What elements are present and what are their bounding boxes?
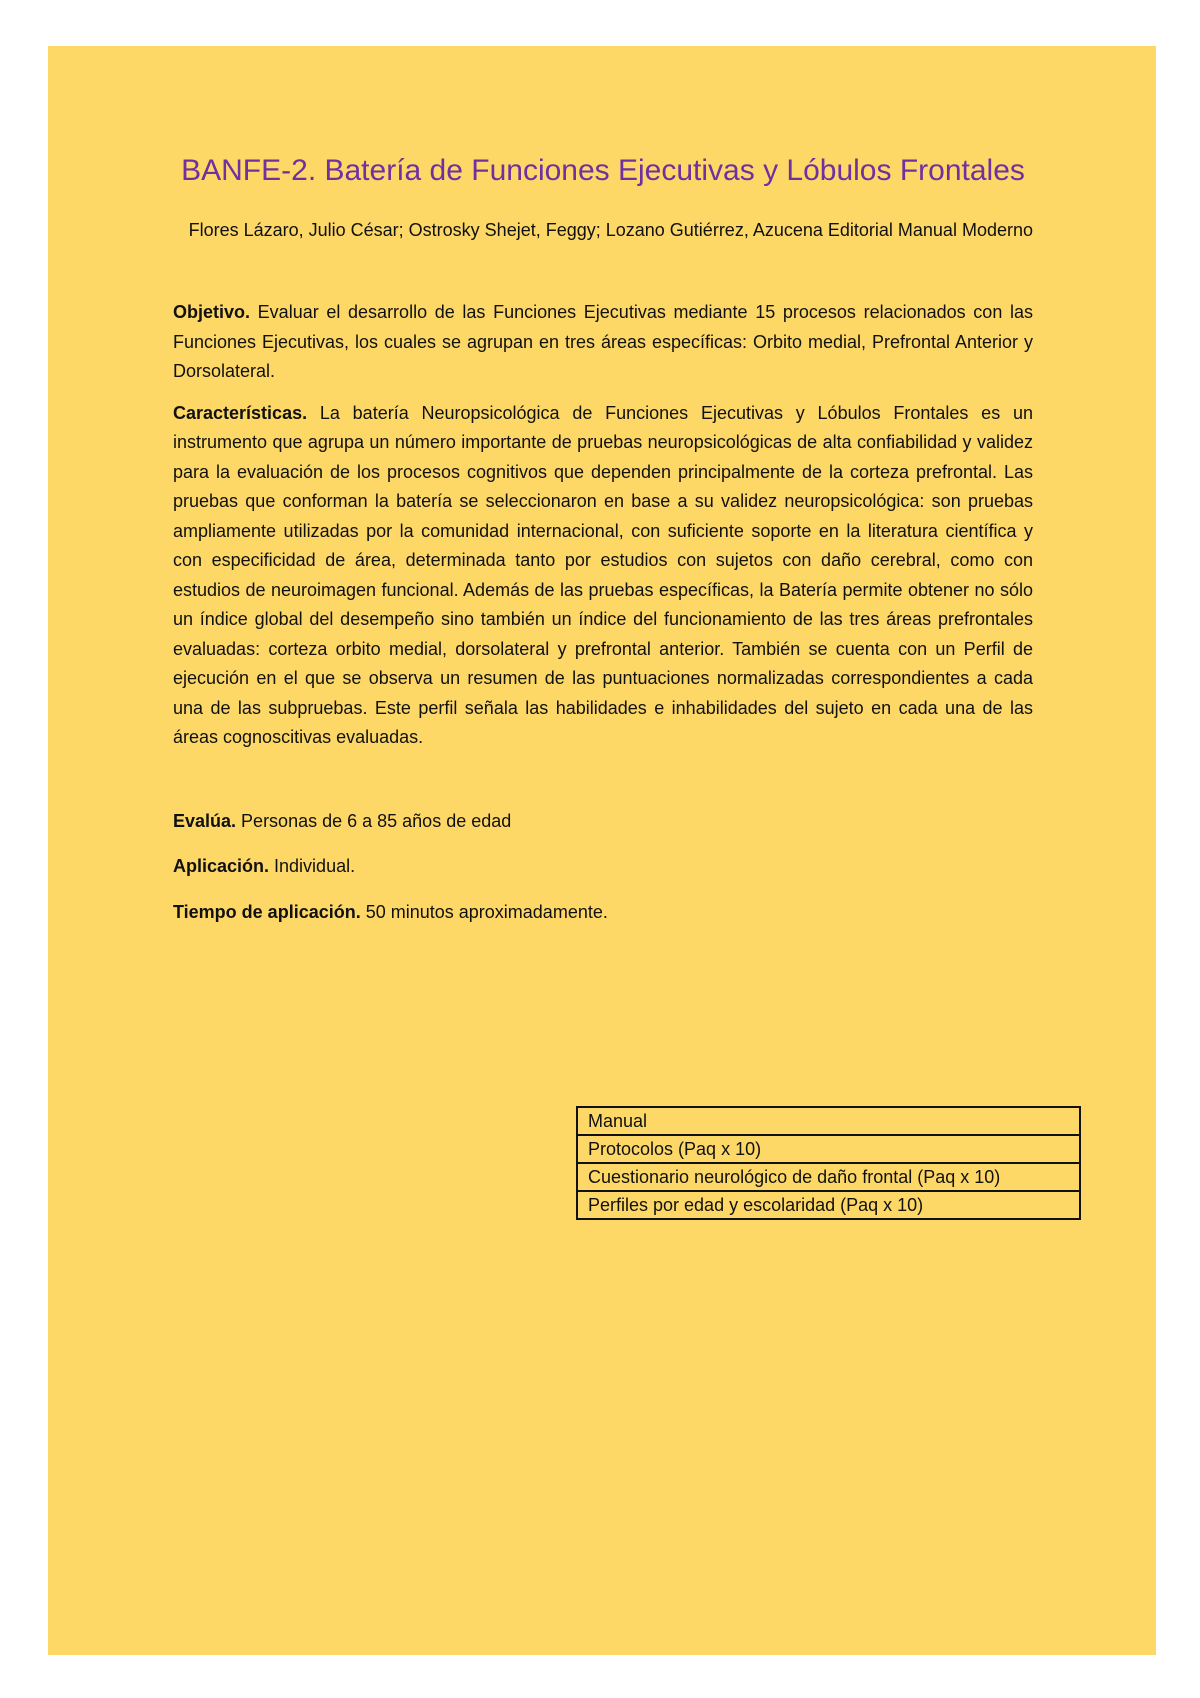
authors-line: Flores Lázaro, Julio César; Ostrosky Shejet, Feggy; Lozano Gutiérrez, Azucena Editorial Manual Moderno	[188, 220, 1033, 240]
products-table	[576, 1106, 1081, 1220]
caracteristicas-paragraph	[173, 399, 1033, 753]
objetivo-text: Evaluar el desarrollo de las Funciones Ejecutivas mediante 15 procesos relacionados con las Funciones Ejecutivas, los cuales se agrupan en tres áreas específicas: Orbito medial, Prefrontal Anterior y Dorsolateral.	[173, 302, 1033, 381]
objetivo-paragraph	[173, 298, 1033, 387]
table-row	[577, 1191, 1080, 1219]
product-cell: Protocolos (Paq x 10)	[577, 1135, 1080, 1163]
table-row	[577, 1163, 1080, 1191]
aplicacion-paragraph	[173, 852, 1033, 882]
aplicacion-text: Individual.	[269, 856, 356, 876]
table-row	[577, 1135, 1080, 1163]
tiempo-paragraph	[173, 898, 1033, 928]
evalua-paragraph	[173, 807, 1033, 837]
product-cell: Manual	[577, 1107, 1080, 1135]
evalua-text: Personas de 6 a 85 años de edad	[236, 810, 512, 831]
caracteristicas-label: Características.	[173, 402, 308, 423]
product-cell: Cuestionario neurológico de daño frontal (Paq x 10)	[577, 1163, 1080, 1191]
document-content	[173, 148, 1033, 927]
caracteristicas-text: La batería Neuropsicológica de Funciones Ejecutivas y Lóbulos Frontales es un instrumento que agrupa un número importante de pruebas neuropsicológicas de alta confiabilidad y validez para la evaluación de los procesos cognitivos que dependen principalmente de la corteza prefrontal. Las pruebas que conforman la batería se seleccionaron en base a su validez neuropsicológica: son pruebas ampliamente utilizadas por la comunidad internacional, con suficiente soporte en la literatura científica y con especificidad de área, determinada tanto por estudios con sujetos con daño cerebral, como con estudios de neuroimagen funcional. Además de las pruebas específicas, la Batería permite obtener no sólo un índice global del desempeño sino también un índice del funcionamiento de las tres áreas prefrontales evaluadas: corteza orbito medial, dorsolateral y prefrontal anterior. También se cuenta con un Perfil de ejecución en el que se observa un resumen de las puntuaciones normalizadas correspondientes a cada una de las subpruebas. Este perfil señala las habilidades e inhabilidades del sujeto en cada una de las áreas cognoscitivas evaluadas.	[173, 402, 1033, 747]
document-title: BANFE-2. Batería de Funciones Ejecutivas y Lóbulos Frontales	[181, 154, 1025, 187]
objetivo-label: Objetivo.	[173, 302, 251, 322]
tiempo-text: 50 minutos aproximadamente.	[360, 901, 608, 922]
product-cell: Perfiles por edad y escolaridad (Paq x 10)	[577, 1191, 1080, 1219]
tiempo-label: Tiempo de aplicación.	[173, 901, 361, 922]
aplicacion-label: Aplicación.	[173, 856, 270, 876]
table-row	[577, 1107, 1080, 1135]
evalua-label: Evalúa.	[173, 810, 237, 831]
